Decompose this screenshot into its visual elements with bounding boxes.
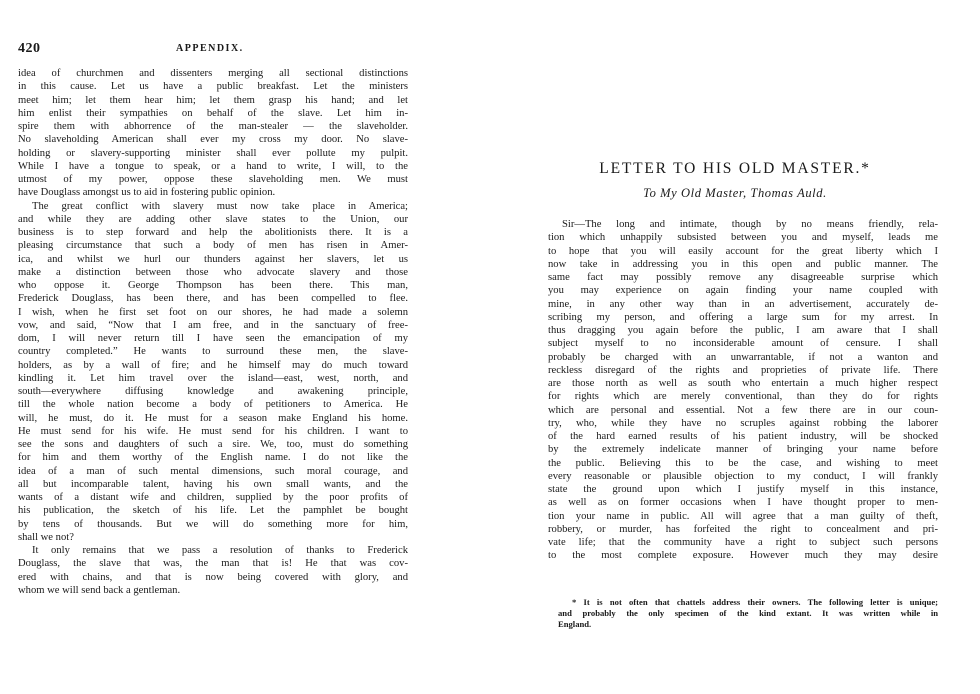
text-line: and probably the only specimen of the kind extant. It was written while in [558,608,938,618]
text-line: holders, as by a wall of fire; and he himself may do much toward [18,359,408,371]
text-line: mine, in any other way than in an advertisement, accurately de- [548,298,938,310]
text-line: pleasing circumstance that such a body of men has risen in Amer- [18,240,408,252]
appendix-body-text [18,67,408,597]
text-line: for rights which are merely conventional, than they do for rights [548,391,938,403]
text-line: every reasonable or plausible objection to my conduct, I will frankly [548,470,938,482]
text-line: south—everywhere diffusing knowledge and awakening principle, [18,386,408,397]
text-line: his publication, the sketch of his life. Let the pamphlet be bought [18,505,408,517]
text-line: by the extremely indelicate manner of bringing your name before [548,444,938,456]
text-line: will, he must, do it. He must for a season make England his home. [18,412,408,424]
text-line: vate life; that the community have a right to subject such persons [548,537,938,548]
text-line: for him and them worthy of the English name. I do not like the [18,452,408,464]
letter-title: LETTER TO HIS OLD MASTER.* [599,160,871,177]
text-line: holding or slavery-supporting minister shall ever pollute my pulpit. [18,147,408,159]
text-line: * It is not often that chattels address their owners. The following letter is unique; [572,597,938,607]
text-line: you may experience on again finding your name coupled with [548,285,938,297]
text-line: tion your name in public. All will agree that a man guilty of theft, [548,510,938,522]
text-line: country completed.” He wants to surround these men, the slave- [18,346,408,358]
text-line: ered with chains, and that is now being covered with glory, and [18,571,408,583]
text-line: whom we will send back a gentleman. [18,584,181,596]
text-line: by tens of thousands. But we will do something more for him, [18,518,408,530]
text-line: It only remains that we pass a resolution of thanks to Frederick [32,545,408,556]
right-page [490,0,980,694]
running-head [18,43,418,57]
text-line: all but incomparable talent, having his own small wants, and the [18,478,408,490]
text-line: wants of a distant wife and children, supplied by the poor profits of [18,492,408,503]
text-line: of the hard earned results of his patient industry, will be shocked [548,431,938,442]
text-line: spire them with abhorrence of the man-stealer — the slaveholder. [18,121,408,132]
text-line: Sir—The long and intimate, though by no means friendly, rela- [562,219,938,230]
text-line: scribing my person, and offering a large sum for my arrest. In [548,311,938,323]
text-line: are those north as well as south who entertain a much higher respect [548,378,938,389]
text-line: which are personal and essential. Not a few there are in our coun- [548,404,938,416]
text-line: thus dragging you again before the public, I am aware that I shall [548,325,938,336]
text-line: The great conflict with slavery must now take place in America; [32,200,408,212]
text-line: him enlist their sympathies on behalf of the slave. Let him in- [18,107,408,119]
text-line: as well as on former occasions when I have thought proper to men- [548,497,938,509]
text-line: meet him; let them hear him; let them grasp his hand; and let [18,94,408,106]
text-line: I wish, when he first set foot on our shores, he had made a solemn [18,306,408,318]
text-line: and while they are adding other slave states to the Union, our [18,213,408,225]
text-line: idea of a man of such mental dimensions, such moral courage, and [18,465,408,477]
text-line: who oppose it. George Thompson has been there. This man, [18,280,408,291]
text-line: subject myself to no inconsiderable amount of censure. I shall [548,338,938,350]
text-line: No slaveholding American shall ever my cross my door. No slave- [18,134,408,146]
text-line: reckless disregard of the rights and proprieties of private life. There [548,364,938,376]
text-line: see the sons and daughters of such a sire. We, too, must do something [18,439,408,450]
text-line: dom, I will never return till I have seen the emancipation of my [18,333,408,344]
text-line: till the whole nation become a body of petitioners to America. He [18,399,408,411]
footnote [558,597,938,630]
text-line: the public. Believing this to be the case, and wishing to meet [548,457,938,469]
text-line: try, who, while they have no scruples against robbing the laborer [548,417,938,429]
text-line: business is to step forward and help the abolitionists there. It is a [18,227,408,238]
text-line: now take in addressing you in this open and public manner. The [548,258,938,270]
text-line: tion which unhappily subsisted between you and myself, leads me [548,232,938,244]
text-line: He must send for his wife. He must send for his children. I want to [18,425,408,437]
text-line: England. [558,619,592,629]
text-line: idea of churchmen and dissenters merging all sectional distinctions [18,68,408,79]
text-line: utmost of my power, oppose these slaveholding men. We must [18,174,408,185]
text-line: ica, and whilst we hurl our thunders against her slavers, let us [18,253,408,265]
text-line: have Douglass amongst us to aid in fostering public opinion. [18,187,276,199]
page-number: 420 [18,41,41,56]
letter-salutation-heading: To My Old Master, Thomas Auld. [643,186,827,200]
text-line: robbery, or murder, has forfeited the right to concealment and pri- [548,523,938,535]
running-head-title: APPENDIX. [176,43,244,54]
text-line: to the most complete exposure. However much they may desire [548,550,938,562]
text-line: shall we not? [18,531,74,543]
text-line: While I have a tongue to speak, or a hand to write, I will, to the [18,160,408,172]
text-line: to hope that you will easily account for the great liberty which I [548,245,938,257]
text-line: make a distinction between those who advocate slavery and those [18,266,408,278]
text-line: kindling it. Let him travel over the island—east, west, north, and [18,372,408,384]
text-line: Douglass, the slave that was, the man that is! He that was cov- [18,558,408,570]
text-line: in this cause. Let us have a public breakfast. Let the ministers [18,81,408,93]
text-line: state the ground upon which I justify myself in this instance, [548,484,938,495]
text-line: vow, and said, “Now that I am free, and in the sanctuary of free- [18,319,408,331]
text-line: Frederick Douglass, has been there, and has been compelled to flee. [18,293,408,305]
text-line: same fact may possibly remove any disagreeable surprise which [548,272,938,283]
letter-body-text [548,218,938,563]
text-line: probably be charged with an unwarrantable, if not a wanton and [548,351,938,363]
